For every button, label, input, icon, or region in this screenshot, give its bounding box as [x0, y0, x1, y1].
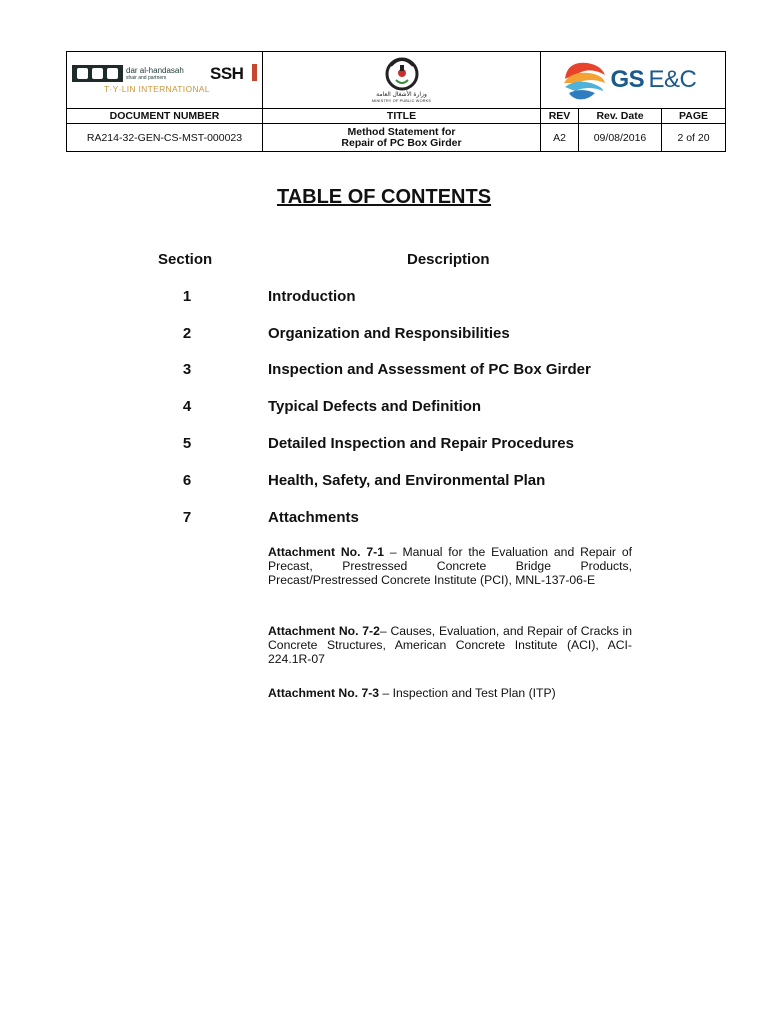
attachment-text: – Inspection and Test Plan (ITP) — [379, 686, 556, 700]
rev-date-value: 09/08/2016 — [579, 124, 662, 152]
attachment-label: Attachment No. 7-2 — [268, 624, 380, 638]
document-title-line-2: Repair of PC Box Girder — [341, 136, 462, 149]
rev-date-label: Rev. Date — [579, 109, 662, 124]
section-number: 1 — [182, 288, 192, 305]
ministry-emblem-icon — [382, 56, 422, 92]
rev-value: A2 — [541, 124, 579, 152]
rev-label: REV — [541, 109, 579, 124]
section-description: Organization and Responsibilities — [268, 325, 510, 342]
attachment-label: Attachment No. 7-3 — [268, 686, 380, 700]
dar-logo-text: dar al-handasah — [126, 66, 184, 75]
ministry-logo-cell — [263, 52, 541, 109]
attachment-entry — [268, 624, 632, 666]
dar-logo-subtext: shair and partners — [126, 75, 167, 81]
document-title-line-1: Method Statement for — [347, 125, 456, 138]
ec-logo-text: E&C — [648, 66, 697, 93]
description-column-header: Description — [407, 251, 490, 268]
gs-logo-text: GS — [610, 66, 645, 93]
section-description: Inspection and Assessment of PC Box Girder — [268, 361, 591, 378]
document-header-table — [66, 51, 726, 152]
page-label: PAGE — [662, 109, 726, 124]
section-description: Typical Defects and Definition — [268, 398, 482, 415]
attachment-text: – Manual for the Evaluation and Repair of Precast, Prestressed Concrete Bridge Products, Precast/Prestressed Concrete Institute (PCI), MNL-137-06-E — [268, 545, 632, 587]
dar-logo-mark — [72, 65, 123, 82]
gs-swirl-icon — [561, 57, 609, 103]
section-number: 5 — [182, 435, 192, 452]
section-number: 4 — [182, 398, 192, 415]
title-label: TITLE — [263, 109, 541, 124]
section-number: 3 — [182, 361, 192, 378]
ssh-logo-tag — [252, 64, 257, 81]
section-description: Detailed Inspection and Repair Procedures — [268, 435, 574, 452]
ministry-of-public-works-logo — [362, 56, 442, 104]
contractor-logo-cell — [67, 52, 263, 109]
attachment-entry — [268, 545, 632, 587]
gs-logo-cell — [541, 52, 726, 109]
attachment-entry — [268, 686, 632, 700]
section-description: Attachments — [268, 509, 359, 526]
attachment-text: – Causes, Evaluation, and Repair of Cracks in Concrete Structures, American Concrete Institute (ACI), ACI-224.1R-07 — [268, 624, 633, 666]
section-number: 6 — [182, 472, 192, 489]
gs-ec-logo — [561, 57, 706, 103]
section-number: 7 — [182, 509, 192, 526]
document-title-value — [263, 124, 541, 152]
doc-number-value: RA214-32-GEN-CS-MST-000023 — [67, 124, 263, 152]
section-description: Health, Safety, and Environmental Plan — [268, 472, 546, 489]
toc-title: TABLE OF CONTENTS — [276, 186, 492, 208]
page-value: 2 of 20 — [662, 124, 726, 152]
section-description: Introduction — [268, 288, 356, 305]
dar-ssh-tylin-logo — [72, 63, 257, 97]
ministry-english-name: MINISTRY OF PUBLIC WORKS — [371, 99, 432, 103]
ministry-arabic-name: وزارة الأشغال العامة — [376, 92, 427, 98]
section-number: 2 — [182, 325, 192, 342]
tylin-logo-text: T·Y·LIN INTERNATIONAL — [104, 84, 210, 94]
attachment-label: Attachment No. 7-1 — [268, 545, 384, 559]
section-column-header: Section — [158, 251, 213, 268]
ssh-logo-text: SSH — [210, 64, 244, 83]
doc-number-label: DOCUMENT NUMBER — [67, 109, 263, 124]
